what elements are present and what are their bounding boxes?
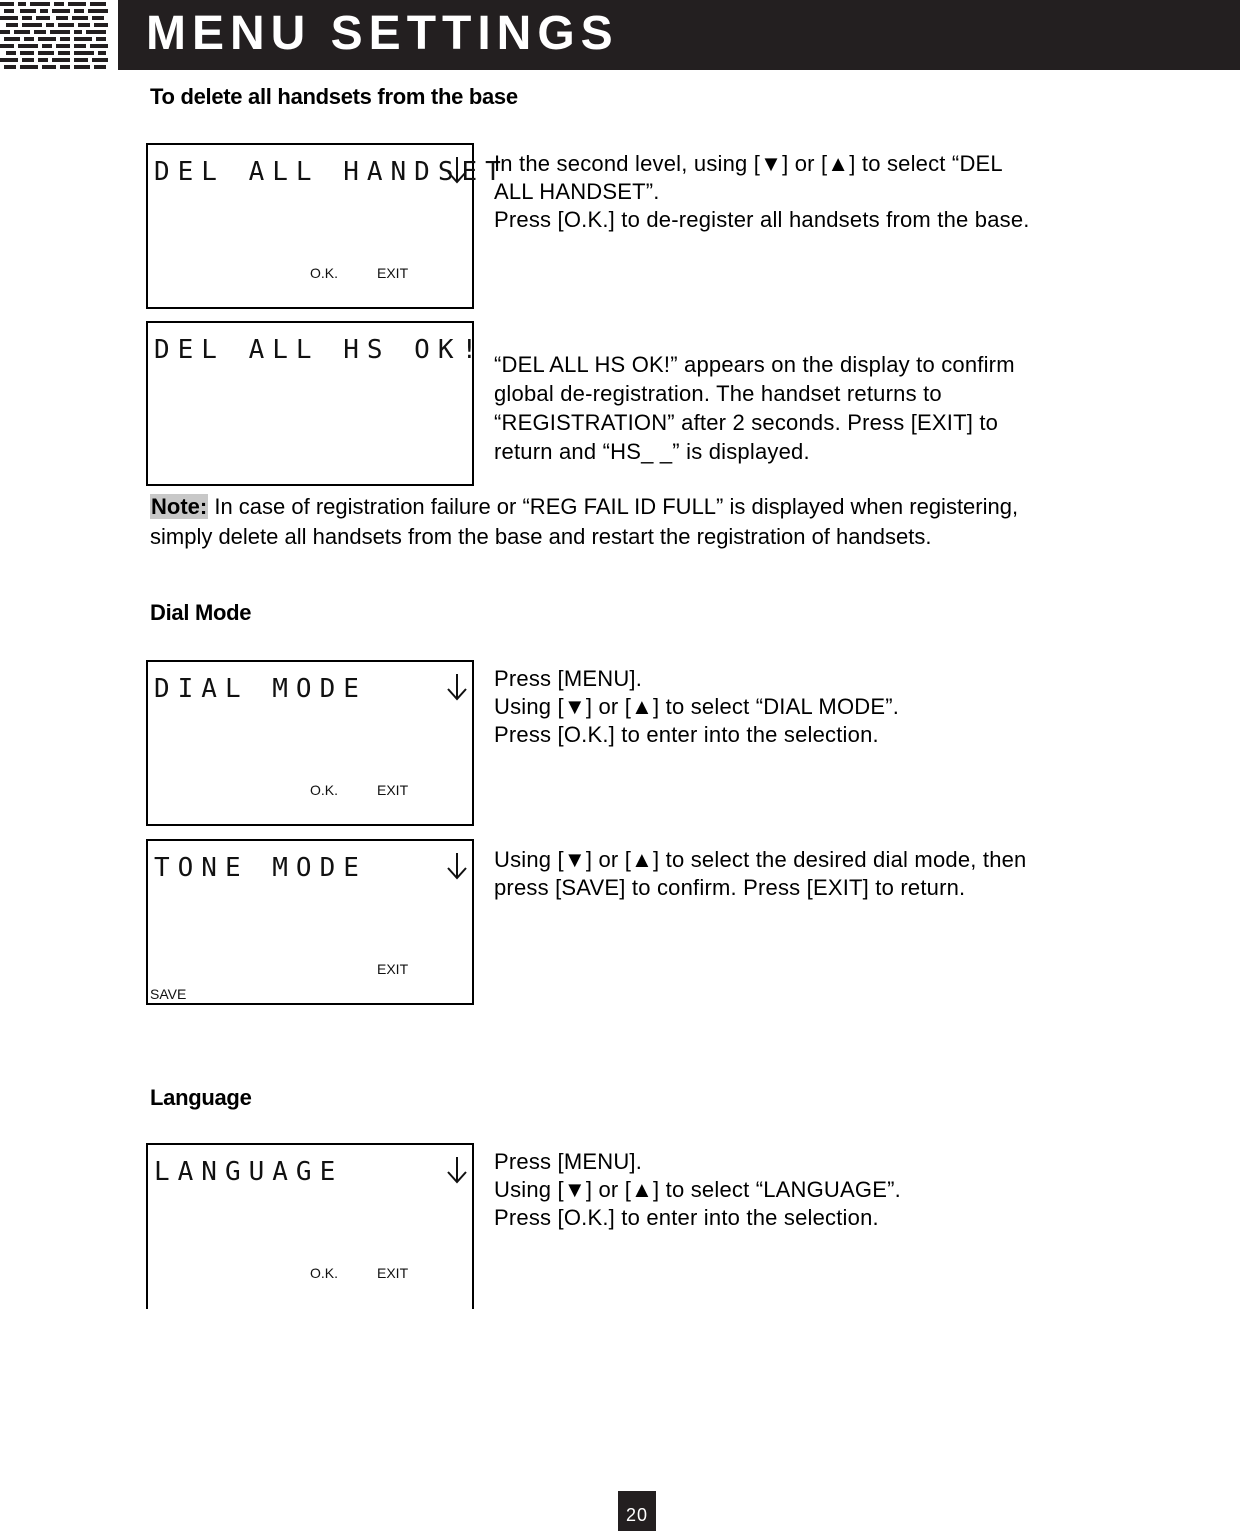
- note-text: In case of registration failure or “REG FAIL ID FULL” is displayed when registering,: [208, 494, 1019, 519]
- lcd-text: DEL ALL HS OK!: [154, 335, 486, 365]
- checker-pattern-icon: [0, 0, 110, 70]
- exit-softkey: EXIT: [377, 961, 409, 977]
- section-title-dial-mode: Dial Mode: [150, 600, 252, 625]
- down-arrow-icon: [446, 155, 468, 185]
- note-text: simply delete all handsets from the base and restart the registration of handsets.: [150, 524, 932, 549]
- ok-softkey: O.K.: [310, 265, 339, 281]
- page-title: MENU SETTINGS: [146, 7, 619, 60]
- lcd-text: LANGUAGE: [154, 1157, 344, 1187]
- save-softkey: SAVE: [150, 986, 187, 1002]
- note-paragraph: [150, 492, 1150, 552]
- description-tone-mode: Using [▼] or [▲] to select the desired dial mode, then press [SAVE] to confirm. Press [EXIT] to return.: [494, 847, 1027, 900]
- lcd-text: DIAL MODE: [154, 674, 367, 704]
- lcd-screen-tone-mode: [146, 839, 474, 1005]
- section-title-delete-all: To delete all handsets from the base: [150, 84, 518, 109]
- lcd-screen-dial-mode: [146, 660, 474, 826]
- lcd-screen-del-all-handset: [146, 143, 509, 309]
- exit-softkey: EXIT: [377, 265, 409, 281]
- description-del-all-hs-ok: “DEL ALL HS OK!” appears on the display to confirm global de-registration. The handset returns to “REGISTRATION” after 2 seconds. Press [EXIT] to return and “HS_ _” is displayed.: [494, 352, 1015, 464]
- down-arrow-icon: [446, 1155, 468, 1185]
- exit-softkey: EXIT: [377, 782, 409, 798]
- lcd-screen-language: [146, 1143, 474, 1309]
- down-arrow-icon: [446, 672, 468, 702]
- description-del-all-handset: In the second level, using [▼] or [▲] to select “DEL ALL HANDSET”. Press [O.K.] to de-register all handsets from the base.: [494, 151, 1030, 232]
- lcd-text: DEL ALL HANDSET: [154, 157, 509, 187]
- exit-softkey: EXIT: [377, 1265, 409, 1281]
- note-label: Note:: [151, 494, 208, 519]
- page-number: 20: [618, 1491, 656, 1531]
- ok-softkey: O.K.: [310, 782, 339, 798]
- description-dial-mode: Press [MENU]. Using [▼] or [▲] to select “DIAL MODE”. Press [O.K.] to enter into the selection.: [494, 666, 900, 747]
- down-arrow-icon: [446, 851, 468, 881]
- section-title-language: Language: [150, 1085, 252, 1110]
- description-language: Press [MENU]. Using [▼] or [▲] to select “LANGUAGE”. Press [O.K.] to enter into the selection.: [494, 1149, 901, 1230]
- lcd-screen-del-all-hs-ok: [146, 321, 486, 486]
- lcd-text: TONE MODE: [154, 853, 367, 883]
- ok-softkey: O.K.: [310, 1265, 339, 1281]
